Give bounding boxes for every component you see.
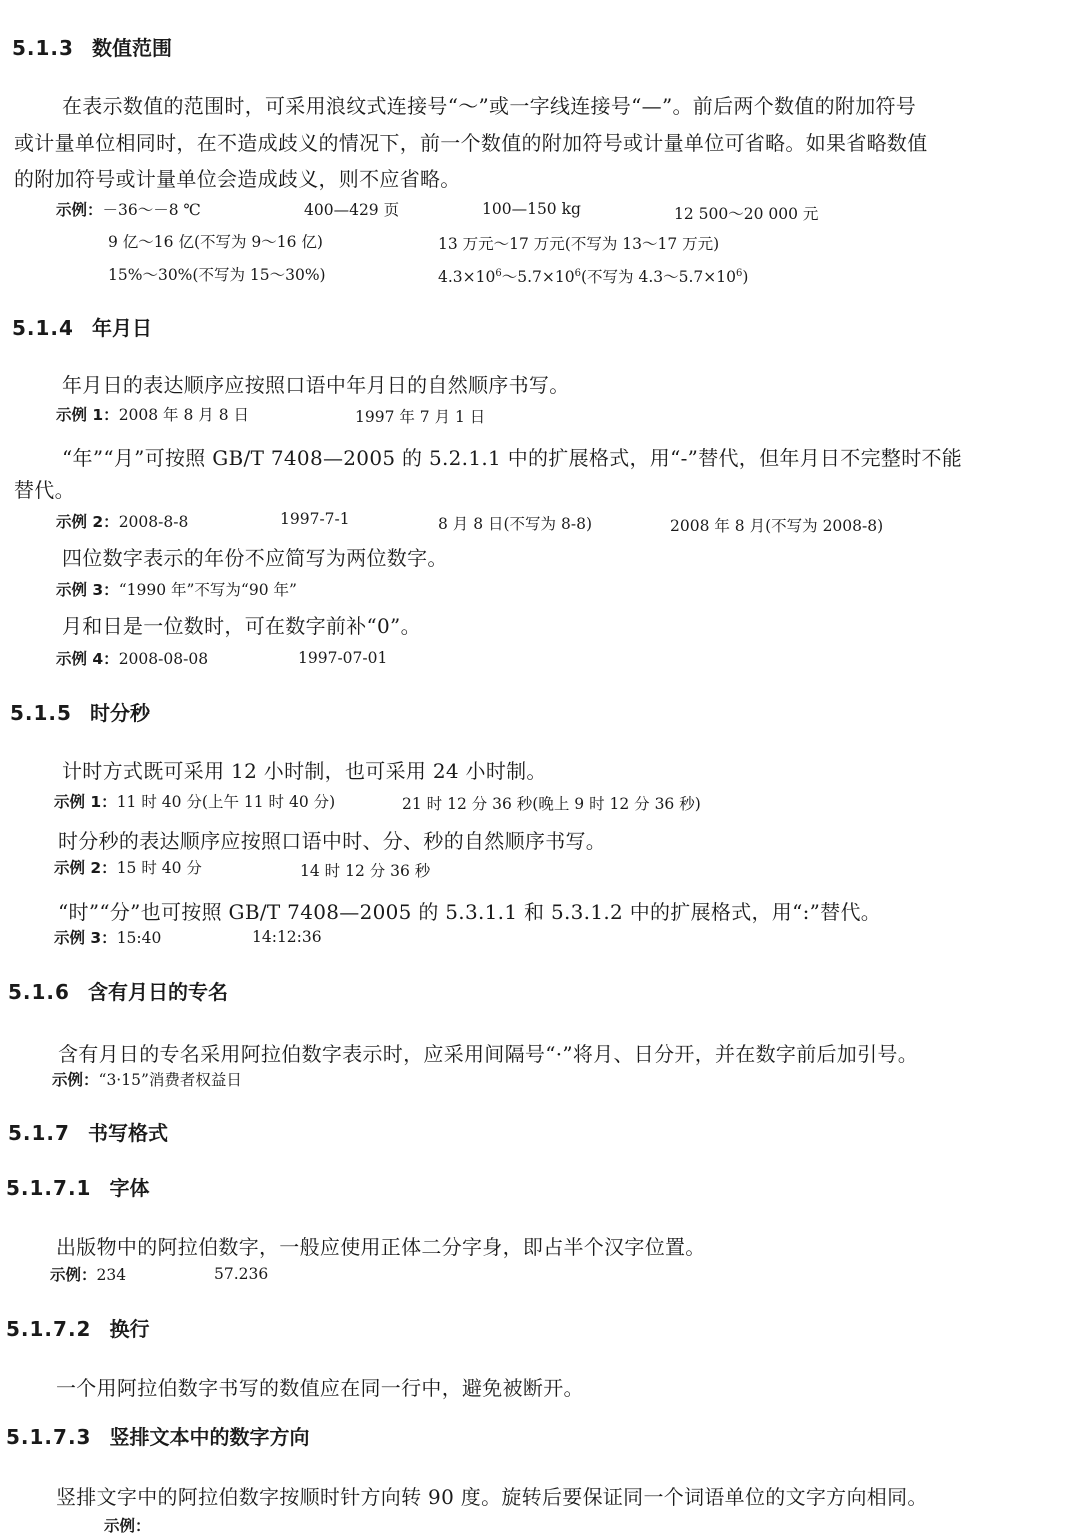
example-value: 100—150 kg bbox=[482, 200, 581, 218]
example-value: 2008 年 8 月 8 日 bbox=[118, 406, 249, 424]
example-row bbox=[56, 578, 297, 600]
paragraph-line: 在表示数值的范围时，可采用浪纹式连接号“～”或一字线连接号“—”。前后两个数值的附加符号 bbox=[62, 94, 917, 118]
example-value: 21 时 12 分 36 秒(晚上 9 时 12 分 36 秒) bbox=[402, 795, 701, 813]
example-row bbox=[56, 647, 208, 669]
example-value-scientific: $4.3\times 10^6\sim 5.7\times 10^6$(不写为 $4.3\sim 5.7\times 10^6$) bbox=[438, 267, 749, 286]
paragraph-line: 或计量单位相同时，在不造成歧义的情况下，前一个数值的附加符号或计量单位可省略。如果省略数值 bbox=[14, 131, 928, 155]
paragraph-line: 年月日的表达顺序应按照口语中年月日的自然顺序书写。 bbox=[62, 373, 570, 397]
example-row bbox=[56, 403, 249, 425]
example-label: 示例 1： bbox=[56, 406, 119, 424]
heading-5-1-7-1 bbox=[6, 1172, 149, 1201]
heading-5-1-4 bbox=[12, 312, 152, 341]
example-row bbox=[54, 926, 161, 948]
heading-5-1-5 bbox=[10, 697, 150, 726]
heading-5-1-6 bbox=[8, 976, 228, 1005]
section-title: 数值范围 bbox=[91, 36, 172, 60]
example-value: 1997-7-1 bbox=[280, 510, 350, 528]
example-value: 2008-8-8 bbox=[118, 513, 189, 531]
example-row bbox=[54, 790, 335, 812]
section-title: 年月日 bbox=[91, 316, 152, 340]
example-value: 1997 年 7 月 1 日 bbox=[355, 408, 486, 426]
example-value: 234 bbox=[96, 1266, 127, 1284]
example-value: 2008-08-08 bbox=[118, 650, 209, 668]
section-number: 5.1.6 bbox=[8, 980, 70, 1004]
section-title: 时分秒 bbox=[89, 701, 150, 725]
section-title: 换行 bbox=[109, 1317, 150, 1341]
section-title: 字体 bbox=[109, 1176, 150, 1200]
section-number: 5.1.7.2 bbox=[6, 1317, 92, 1341]
example-label: 示例 3： bbox=[54, 929, 117, 947]
example-value: －36～－8 ℃ bbox=[102, 201, 201, 219]
example-row bbox=[52, 1068, 242, 1090]
paragraph-line: 一个用阿拉伯数字书写的数值应在同一行中，避免被断开。 bbox=[56, 1376, 584, 1400]
example-value: 15%～30%(不写为 15～30%) bbox=[108, 266, 326, 284]
example-value: 1997-07-01 bbox=[298, 649, 388, 667]
section-number: 5.1.5 bbox=[10, 701, 72, 725]
example-value: 15 时 40 分 bbox=[116, 859, 202, 877]
example-row bbox=[56, 510, 188, 532]
example-value: 15:40 bbox=[116, 929, 162, 947]
example-value: 57.236 bbox=[214, 1265, 269, 1283]
paragraph-line: 出版物中的阿拉伯数字，一般应使用正体二分字身，即占半个汉字位置。 bbox=[56, 1235, 706, 1259]
section-number: 5.1.7 bbox=[8, 1121, 70, 1145]
example-value: 12 500～20 000 元 bbox=[674, 205, 819, 223]
paragraph-line: 的附加符号或计量单位会造成歧义，则不应省略。 bbox=[14, 167, 461, 191]
paragraph-line: 月和日是一位数时，可在数字前补“0”。 bbox=[62, 614, 421, 638]
heading-5-1-7-3 bbox=[6, 1421, 309, 1450]
paragraph-line: 含有月日的专名采用阿拉伯数字表示时，应采用间隔号“·”将月、日分开，并在数字前后加引号。 bbox=[58, 1042, 919, 1066]
example-label: 示例： bbox=[52, 1071, 99, 1089]
example-row bbox=[56, 198, 201, 220]
example-label: 示例 3： bbox=[56, 581, 119, 599]
heading-5-1-3 bbox=[12, 32, 172, 61]
example-row bbox=[54, 856, 202, 878]
example-label: 示例： bbox=[56, 201, 103, 219]
example-row bbox=[50, 1263, 126, 1285]
section-title: 书写格式 bbox=[87, 1121, 168, 1145]
section-number: 5.1.4 bbox=[12, 316, 74, 340]
heading-5-1-7-2 bbox=[6, 1313, 149, 1342]
section-title: 含有月日的专名 bbox=[87, 980, 228, 1004]
example-label: 示例 1： bbox=[54, 793, 117, 811]
paragraph-line: 替代。 bbox=[14, 478, 75, 502]
section-number: 5.1.7.3 bbox=[6, 1425, 92, 1449]
example-value: 13 万元～17 万元(不写为 13～17 万元) bbox=[438, 235, 720, 253]
example-value: 14 时 12 分 36 秒 bbox=[300, 862, 431, 880]
example-value: “1990 年”不写为“90 年” bbox=[118, 581, 297, 599]
example-value: 2008 年 8 月(不写为 2008-8) bbox=[670, 517, 884, 535]
heading-5-1-7 bbox=[8, 1117, 168, 1146]
example-value: 9 亿～16 亿(不写为 9～16 亿) bbox=[108, 233, 323, 251]
example-label: 示例 2： bbox=[54, 859, 117, 877]
paragraph-line: 计时方式既可采用 12 小时制，也可采用 24 小时制。 bbox=[62, 759, 547, 783]
example-value: 14:12:36 bbox=[252, 928, 322, 946]
example-value: 11 时 40 分(上午 11 时 40 分) bbox=[116, 793, 336, 811]
example-value: 400—429 页 bbox=[304, 201, 400, 219]
paragraph-line: 竖排文字中的阿拉伯数字按顺时针方向转 90 度。旋转后要保证同一个词语单位的文字方向相同。 bbox=[56, 1485, 928, 1509]
example-label: 示例： bbox=[50, 1266, 97, 1284]
example-label: 示例 4： bbox=[56, 650, 119, 668]
paragraph-line: 四位数字表示的年份不应简写为两位数字。 bbox=[62, 546, 448, 570]
paragraph-line: 时分秒的表达顺序应按照口语中时、分、秒的自然顺序书写。 bbox=[58, 829, 607, 853]
section-number: 5.1.3 bbox=[12, 36, 74, 60]
section-title: 竖排文本中的数字方向 bbox=[109, 1425, 310, 1449]
example-label: 示例： bbox=[104, 1517, 151, 1535]
example-value: “3·15”消费者权益日 bbox=[98, 1071, 242, 1089]
example-value: 8 月 8 日(不写为 8-8) bbox=[438, 515, 592, 533]
paragraph-line: “年”“月”可按照 GB/T 7408—2005 的 5.2.1.1 中的扩展格式，用“-”替代，但年月日不完整时不能 bbox=[62, 446, 963, 470]
example-label: 示例 2： bbox=[56, 513, 119, 531]
paragraph-line: “时”“分”也可按照 GB/T 7408—2005 的 5.3.1.1 和 5.3.1.2 中的扩展格式，用“:”替代。 bbox=[58, 900, 882, 924]
section-number: 5.1.7.1 bbox=[6, 1176, 92, 1200]
